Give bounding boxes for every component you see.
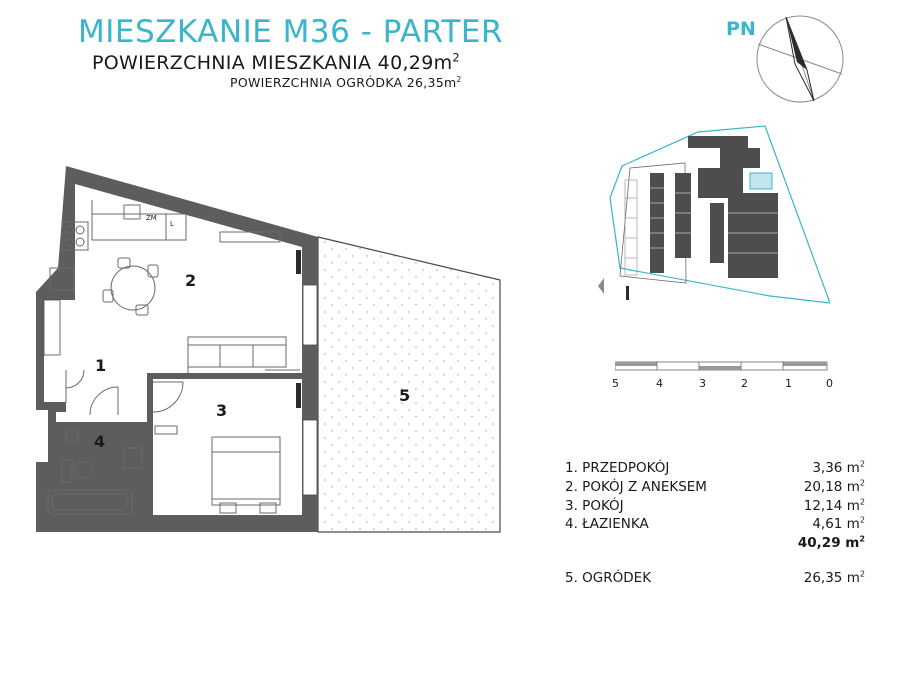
legend-row-value	[804, 498, 865, 514]
legend-row-label: 2. POKÓJ Z ANEKSEM	[565, 479, 707, 495]
site-plan	[590, 118, 830, 308]
dining-table	[103, 258, 158, 315]
scale-tick-0: 0	[826, 377, 833, 390]
legend-garden-value	[804, 570, 865, 586]
page-title: MIESZKANIE M36 - PARTER	[78, 14, 504, 50]
legend-row-value-sup: 2	[859, 458, 865, 469]
room-1-label: 1	[95, 356, 107, 375]
radiators	[296, 250, 301, 408]
legend-row	[565, 516, 865, 534]
apartment-area-sup: 2	[452, 50, 460, 65]
legend-row	[565, 498, 865, 516]
scale-tick-2: 2	[741, 377, 748, 390]
legend-row-label: 4. ŁAZIENKA	[565, 516, 649, 532]
kitchen-l-label: L	[170, 220, 174, 228]
scale-bar	[615, 360, 835, 374]
kitchen-zm-label: ZM	[146, 214, 157, 222]
scale-tick-3: 3	[699, 377, 706, 390]
legend-row-value-sup: 2	[859, 514, 865, 525]
legend-garden-value-sup: 2	[859, 568, 865, 579]
legend-row-label: 3. POKÓJ	[565, 498, 624, 514]
legend-row	[565, 479, 865, 497]
legend-row-value-text: 4,61 m	[812, 516, 860, 532]
legend-total-value-sup: 2	[859, 533, 865, 544]
legend-row-value-sup: 2	[859, 496, 865, 507]
legend-garden-value-text: 26,35 m	[803, 570, 860, 586]
legend-row-value	[812, 516, 865, 532]
compass-label: PN	[726, 18, 756, 40]
room-5-label: 5	[399, 386, 411, 405]
legend-garden	[565, 570, 865, 588]
legend-row-value-text: 20,18 m	[803, 479, 860, 495]
room-3-label: 3	[216, 401, 228, 420]
legend-total-value	[798, 535, 865, 551]
garden-area-sup: 2	[456, 74, 462, 84]
room-2-label: 2	[185, 271, 197, 290]
legend-row	[565, 460, 865, 478]
legend-row-label: 1. PRZEDPOKÓJ	[565, 460, 670, 476]
legend-total	[565, 535, 865, 553]
legend-row-value	[804, 479, 865, 495]
kitchen	[50, 200, 280, 290]
scale-tick-1: 1	[785, 377, 792, 390]
legend-row-value-text: 3,36 m	[812, 460, 860, 476]
legend-garden-label: 5. OGRÓDEK	[565, 570, 652, 586]
sofa	[188, 337, 300, 373]
legend-row-value-sup: 2	[859, 477, 865, 488]
garden-area-text: POWIERZCHNIA OGRÓDKA 26,35m	[230, 75, 457, 90]
apartment-area-text: POWIERZCHNIA MIESZKANIA 40,29m	[92, 52, 453, 74]
legend-row-value-text: 12,14 m	[803, 498, 860, 514]
legend-total-value-text: 40,29 m	[797, 535, 860, 551]
legend-row-value	[812, 460, 865, 476]
scale-tick-5: 5	[612, 377, 619, 390]
room-4-label: 4	[94, 432, 106, 451]
garden-area-shape	[318, 237, 500, 532]
bed	[155, 426, 280, 513]
scale-tick-4: 4	[656, 377, 663, 390]
